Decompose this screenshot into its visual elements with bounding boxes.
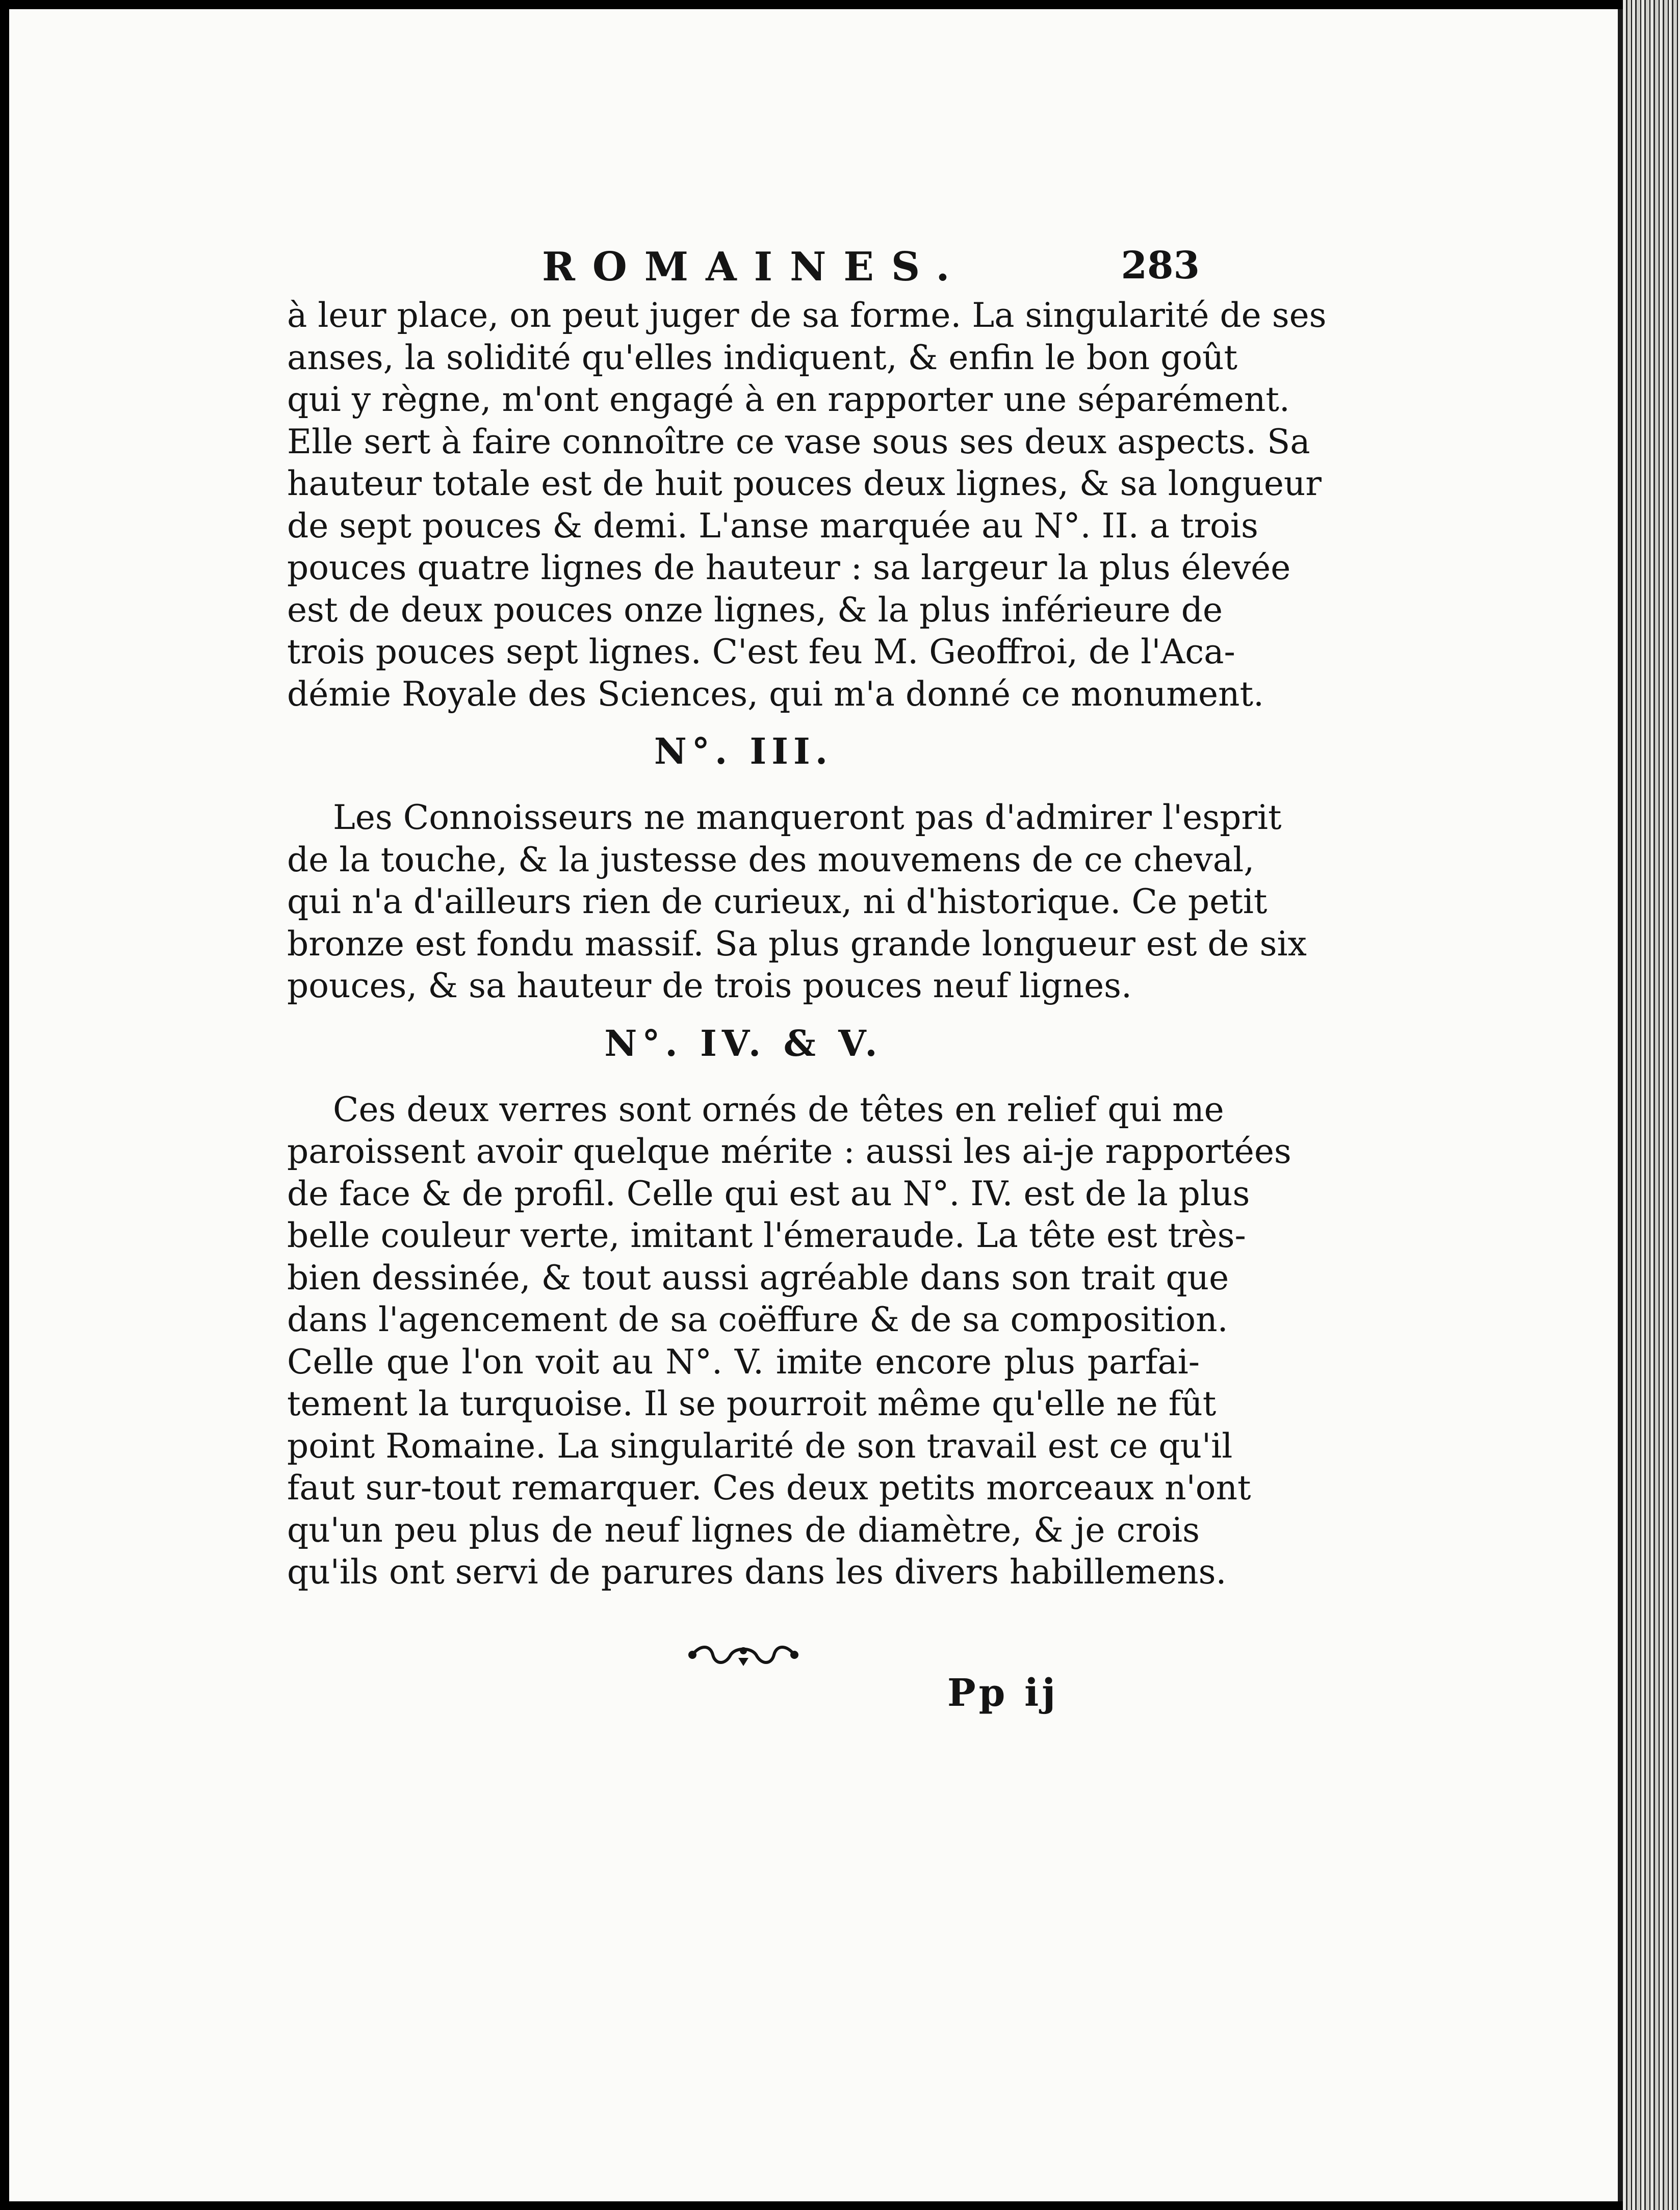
text-line: faut sur-tout remarquer. Ces deux petits morceaux n'ont <box>287 1468 1251 1507</box>
text-line: Celle que l'on voit au N°. V. imite encore plus parfai- <box>287 1342 1200 1382</box>
text-line: de la touche, & la justesse des mouvemens de ce cheval, <box>287 840 1255 879</box>
text-line: qui n'a d'ailleurs rien de curieux, ni d'historique. Ce petit <box>287 882 1268 921</box>
section-heading-no-iii: N°. III. <box>654 730 833 772</box>
section-heading-no-iv-v: N°. IV. & V. <box>604 1022 883 1064</box>
paragraph-vase-description <box>287 295 1327 715</box>
text-line: paroissent avoir quelque mérite : aussi les ai-je rapportées <box>287 1132 1291 1171</box>
text-line: bronze est fondu massif. Sa plus grande longueur est de six <box>287 924 1307 964</box>
text-line: de face & de profil. Celle qui est au N°. IV. est de la plus <box>287 1174 1250 1213</box>
fleuron-ornament-icon <box>287 1640 1200 1680</box>
text-line: point Romaine. La singularité de son travail est ce qu'il <box>287 1426 1233 1466</box>
text-line: Elle sert à faire connoître ce vase sous ses deux aspects. Sa <box>287 422 1310 461</box>
book-edge <box>1623 0 1680 2210</box>
text-line: à leur place, on peut juger de sa forme. La singularité de ses <box>287 296 1327 335</box>
text-line: bien dessinée, & tout aussi agréable dans son trait que <box>287 1258 1229 1297</box>
text-line: pouces quatre lignes de hauteur : sa largeur la plus élevée <box>287 548 1291 587</box>
text-line: démie Royale des Sciences, qui m'a donné ce monument. <box>287 674 1264 714</box>
text-line: anses, la solidité qu'elles indiquent, & enfin le bon goût <box>287 337 1238 377</box>
text-line: de sept pouces & demi. L'anse marquée au N°. II. a trois <box>287 506 1258 545</box>
running-head <box>287 233 1200 295</box>
running-title: ROMAINES. <box>542 244 967 290</box>
text-line: qu'ils ont servi de parures dans les divers habillemens. <box>287 1552 1227 1592</box>
text-block <box>287 233 1327 1680</box>
paragraph-glass-heads <box>287 1089 1291 1594</box>
book-page <box>9 9 1623 2201</box>
text-line: trois pouces sept lignes. C'est feu M. Geoffroi, de l'Aca- <box>287 632 1235 671</box>
text-line: tement la turquoise. Il se pourroit même qu'elle ne fût <box>287 1384 1217 1423</box>
text-line: dans l'agencement de sa coëffure & de sa composition. <box>287 1300 1228 1339</box>
text-line: qui y règne, m'ont engagé à en rapporter une séparément. <box>287 380 1290 419</box>
page-number: 283 <box>1121 244 1200 288</box>
text-line: pouces, & sa hauteur de trois pouces neuf lignes. <box>287 966 1132 1005</box>
paragraph-horse-bronze <box>287 797 1307 1007</box>
text-line: Ces deux verres sont ornés de têtes en relief qui me <box>333 1089 1224 1129</box>
signature-mark: Pp ij <box>947 1671 1059 1715</box>
text-line: belle couleur verte, imitant l'émeraude. La tête est très- <box>287 1216 1246 1255</box>
text-line: qu'un peu plus de neuf lignes de diamètre, & je crois <box>287 1510 1200 1550</box>
text-line: Les Connoisseurs ne manqueront pas d'admirer l'esprit <box>333 798 1282 837</box>
text-line: est de deux pouces onze lignes, & la plus inférieure de <box>287 590 1223 630</box>
text-line: hauteur totale est de huit pouces deux lignes, & sa longueur <box>287 464 1322 503</box>
